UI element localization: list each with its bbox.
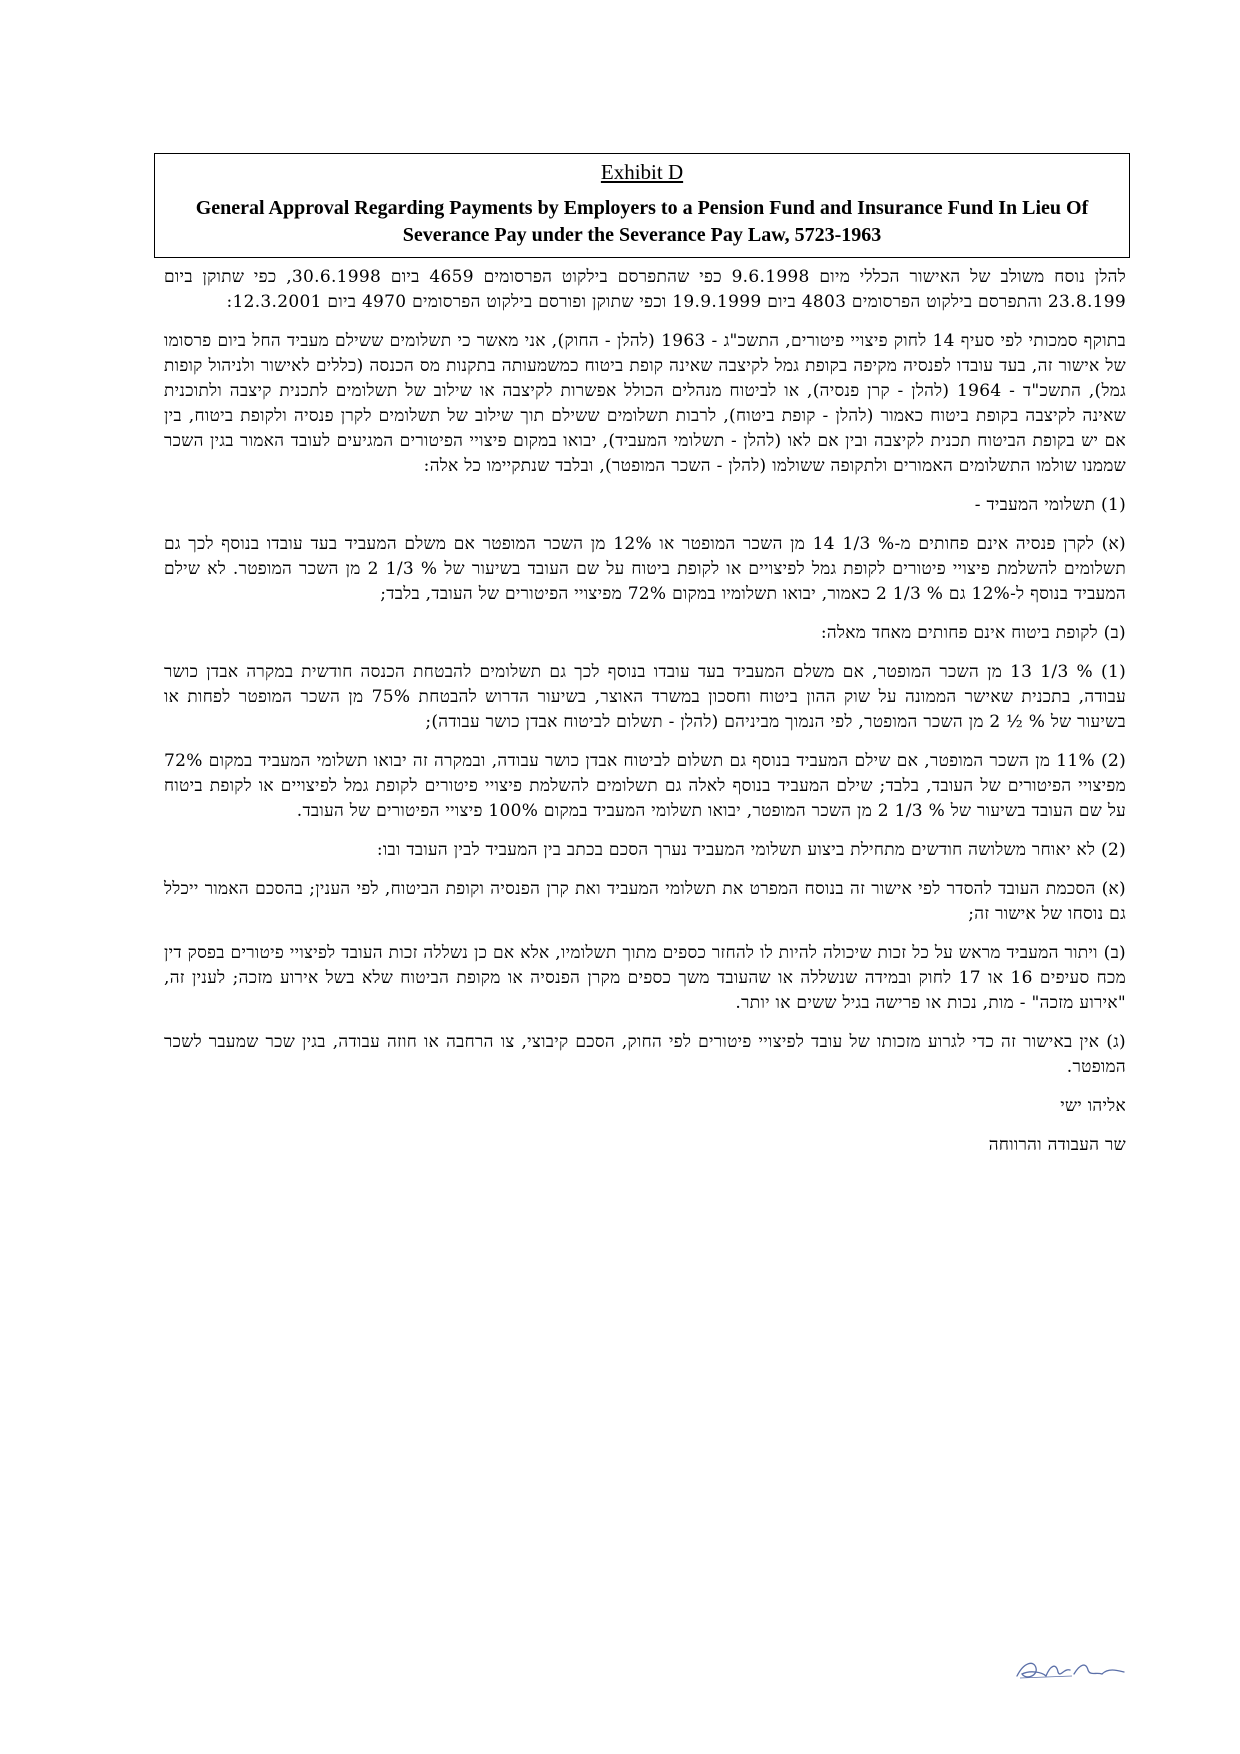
clause-1b-2: (2) 11% מן השכר המופטר, אם שילם המעביד בנוסף גם תשלום לביטוח אבדן כושר עבודה, ובמקרה זה יבואו תשלומי המעביד במקום 72% מפיצויי הפיטורים של העובד, בלבד; שילם המעביד בנוסף לאלה גם תשלומים להשלמת פיצויי פיטורים לקופת גמל לפיצויים או לקופת ביטוח על שם העובד בשיעור של % 1/3 2 מן השכר המופטר, יבואו תשלומי המעביד במקום 100% פיצויי הפיטורים של העובד. [164, 751, 1126, 821]
title-box [154, 153, 1130, 258]
clause-1: (1) תשלומי המעביד - [974, 495, 1126, 515]
handwritten-signature [1012, 1654, 1132, 1684]
document-body [164, 265, 1126, 1172]
clause-1a: (א) לקרן פנסיה אינם פחותים מ-% 1/3 14 מן השכר המופטר או 12% מן השכר המופטר אם משלם המעביד בעד עובדו בנוסף לכך גם תשלומים להשלמת פיצויי פיטורים לקופת גמל לפיצויים או לקופת ביטוח על שם העובד בשיעור של % 1/3 2 מן השכר המופטר. לא שילם המעביד בנוסף ל-12% גם % 1/3 2 כאמור, יבואו תשלומיו במקום 72% מפיצויי הפיטורים של העובד, בלבד; [164, 534, 1126, 604]
authority-paragraph: בתוקף סמכותי לפי סעיף 14 לחוק פיצויי פיטורים, התשכ"ג - 1963 (להלן - החוק), אני מאשר כי תשלומים ששילם מעביד החל ביום פרסומו של אישור זה, בעד עובדו לפנסיה מקיפה בקופת גמל לקיצבה שאינה קופת ביטוח כמשמעותה בתקנות מס הכנסה (כללים לאישור ולניהול קופות גמל), התשכ"ד - 1964 (להלן - קרן פנסיה), או לביטוח מנהלים הכולל אפשרות לקיצבה או שילוב של תשלומים לתכנית קיצבה ולתוכנית שאינה לקיצבה בקופת ביטוח כאמור (להלן - קופת ביטוח), לרבות תשלומים ששילם תוך שילוב של תשלומים לקרן פנסיה ולקופת ביטוח, בין אם יש בקופת הביטוח תכנית לקיצבה ובין אם לאו (להלן - תשלומי המעביד), יבואו במקום פיצויי הפיטורים המגיעים לעובד האמור בגין השכר שממנו שולמו התשלומים האמורים ולתקופה ששולמו (להלן - השכר המופטר), ובלבד שנתקיימו כל אלה: [164, 331, 1126, 476]
clause-2a: (א) הסכמת העובד להסדר לפי אישור זה בנוסח המפרט את תשלומי המעביד ואת קרן הפנסיה וקופת הביטוח, לפי הענין; בהסכם האמור ייכלל גם נוסחו של אישור זה; [164, 879, 1126, 924]
intro-paragraph: להלן נוסח משולב של האישור הכללי מיום 9.6.1998 כפי שהתפרסם בילקוט הפרסומים 4659 ביום 30.6.1998, כפי שתוקן ביום 23.8.199 והתפרסם בילקוט הפרסומים 4803 ביום 19.9.1999 וכפי שתוקן ופורסם בילקוט הפרסומים 4970 ביום 12.3.2001: [164, 267, 1127, 312]
exhibit-label: Exhibit D [600, 160, 684, 184]
clause-1b: (ב) לקופת ביטוח אינם פחותים מאחד מאלה: [820, 623, 1126, 643]
clause-2: (2) לא יאוחר משלושה חודשים מתחילת ביצוע תשלומי המעביד נערך הסכם בכתב בין המעביד לבין העובד ובו: [376, 840, 1126, 860]
clause-1b-1: (1) % 1/3 13 מן השכר המופטר, אם משלם המעביד בעד עובדו בנוסף לכך גם תשלומים להבטחת הכנסה חודשית במקרה אבדן כושר עבודה, בתכנית שאישר הממונה על שוק ההון ביטוח וחסכון במשרד האוצר, בשיעור הדרוש להבטחת 75% מן השכר המופטר לפחות או בשיעור של % ½ 2 מן השכר המופטר, לפי הנמוך מביניהם (להלן - תשלום לביטוח אבדן כושר עבודה); [164, 662, 1126, 732]
document-title: General Approval Regarding Payments by Employers to a Pension Fund and Insurance Fund In Lieu Of Severance Pay under the Severance Pay Law, 5723-1963 [195, 197, 1089, 246]
signer-title: שר העבודה והרווחה [988, 1135, 1126, 1155]
clause-2b: (ב) ויתור המעביד מראש על כל זכות שיכולה להיות לו להחזר כספים מתוך תשלומיו, אלא אם כן נשללה זכות העובד לפיצויי פיטורים בפסק דין מכח סעיפים 16 או 17 לחוק ובמידה שנשללה או שהעובד משך כספים מקרן הפנסיה או מקופת הביטוח שלא בשל אירוע מזכה; לענין זה, "אירוע מזכה" - מות, נכות או פרישה בגיל ששים או יותר. [164, 943, 1126, 1013]
signer-name: אליהו ישי [1060, 1096, 1126, 1116]
clause-3: (ג) אין באישור זה כדי לגרוע מזכותו של עובד לפיצויי פיטורים לפי החוק, הסכם קיבוצי, צו הרחבה או חוזה עבודה, בגין שכר שמעבר לשכר המופטר. [164, 1032, 1126, 1077]
